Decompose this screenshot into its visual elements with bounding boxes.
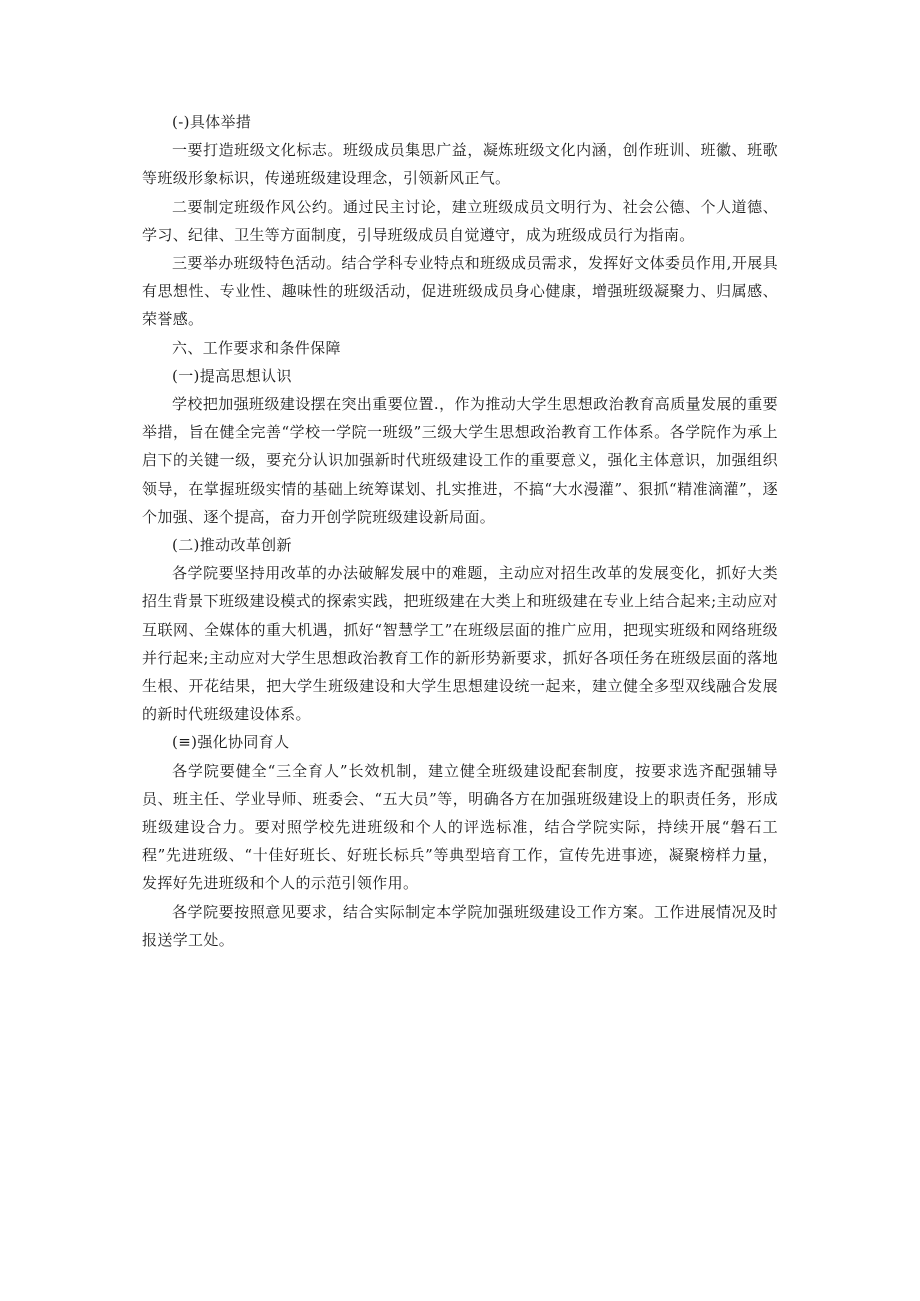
document-body — [142, 108, 778, 954]
paragraph-measure-featured-activities: 三要举办班级特色活动。结合学科专业特点和班级成员需求，发挥好文体委员作用,开展具有思想性、专业性、趣味性的班级活动，促进班级成员身心健康，增强班级凝聚力、归属感、荣誉感。 — [142, 254, 778, 329]
heading-specific-measures: (-)具体举措 — [172, 113, 252, 131]
paragraph-measure-conduct-convention: 二要制定班级作风公约。通过民主讨论，建立班级成员文明行为、社会公德、个人道德、学习、纪律、卫生等方面制度，引导班级成员自觉遵守，成为班级成员行为指南。 — [142, 197, 778, 244]
heading-section-work-requirements: 六、工作要求和条件保障 — [172, 338, 341, 357]
heading-raise-awareness: (一)提高思想认识 — [172, 366, 292, 385]
paragraph-collaborative-education: 各学院要健全“三全育人”长效机制，建立健全班级建设配套制度，按要求选齐配强辅导员、班主任、学业导师、班委会、“五大员”等，明确各方在加强班级建设上的职责任务，形成班级建设合力。要对照学校先进班级和个人的评选标准，结合学院实际，持续开展“磐石工程”先进班级、“十佳好班长、好班长标兵”等典型培育工作，宣传先进事迹，凝聚榜样力量，发挥好先进班级和个人的示范引领作用。 — [142, 761, 778, 893]
paragraph-closing-instruction: 各学院要按照意见要求，结合实际制定本学院加强班级建设工作方案。工作进展情况及时报送学工处。 — [142, 902, 778, 949]
paragraph-raise-awareness: 学校把加强班级建设摆在突出重要位置.，作为推动大学生思想政治教育高质量发展的重要举措，旨在健全完善“学校一学院一班级”三级大学生思想政治教育工作体系。各学院作为承上启下的关键一级，要充分认识加强新时代班级建设工作的重要意义，强化主体意识，加强组织领导，在掌握班级实情的基础上统筹谋划、扎实推进，不搞“大水漫灌”、狠抓“精准滴灌”，逐个加强、逐个提高，奋力开创学院班级建设新局面。 — [142, 395, 778, 526]
paragraph-reform-innovation: 各学院要坚持用改革的办法破解发展中的难题，主动应对招生改革的发展变化，抓好大类招生背景下班级建设模式的探索实践，把班级建在大类上和班级建在专业上结合起来;主动应对互联网、全媒体的重大机遇，抓好“智慧学工”在班级层面的推广应用，把现实班级和网络班级并行起来;主动应对大学生思想政治教育工作的新形势新要求，抓好各项任务在班级层面的落地生根、开花结果，把大学生班级建设和大学生思想建设统一起来，建立健全多型双线融合发展的新时代班级建设体系。 — [142, 564, 778, 724]
paragraph-measure-culture-identity: 一要打造班级文化标志。班级成员集思广益，凝炼班级文化内涵，创作班训、班徽、班歌等班级形象标识，传递班级建设理念，引领新风正气。 — [142, 141, 778, 188]
heading-reform-innovation: (二)推动改革创新 — [172, 536, 292, 555]
heading-collaborative-education: (≡)强化协同育人 — [172, 733, 290, 752]
